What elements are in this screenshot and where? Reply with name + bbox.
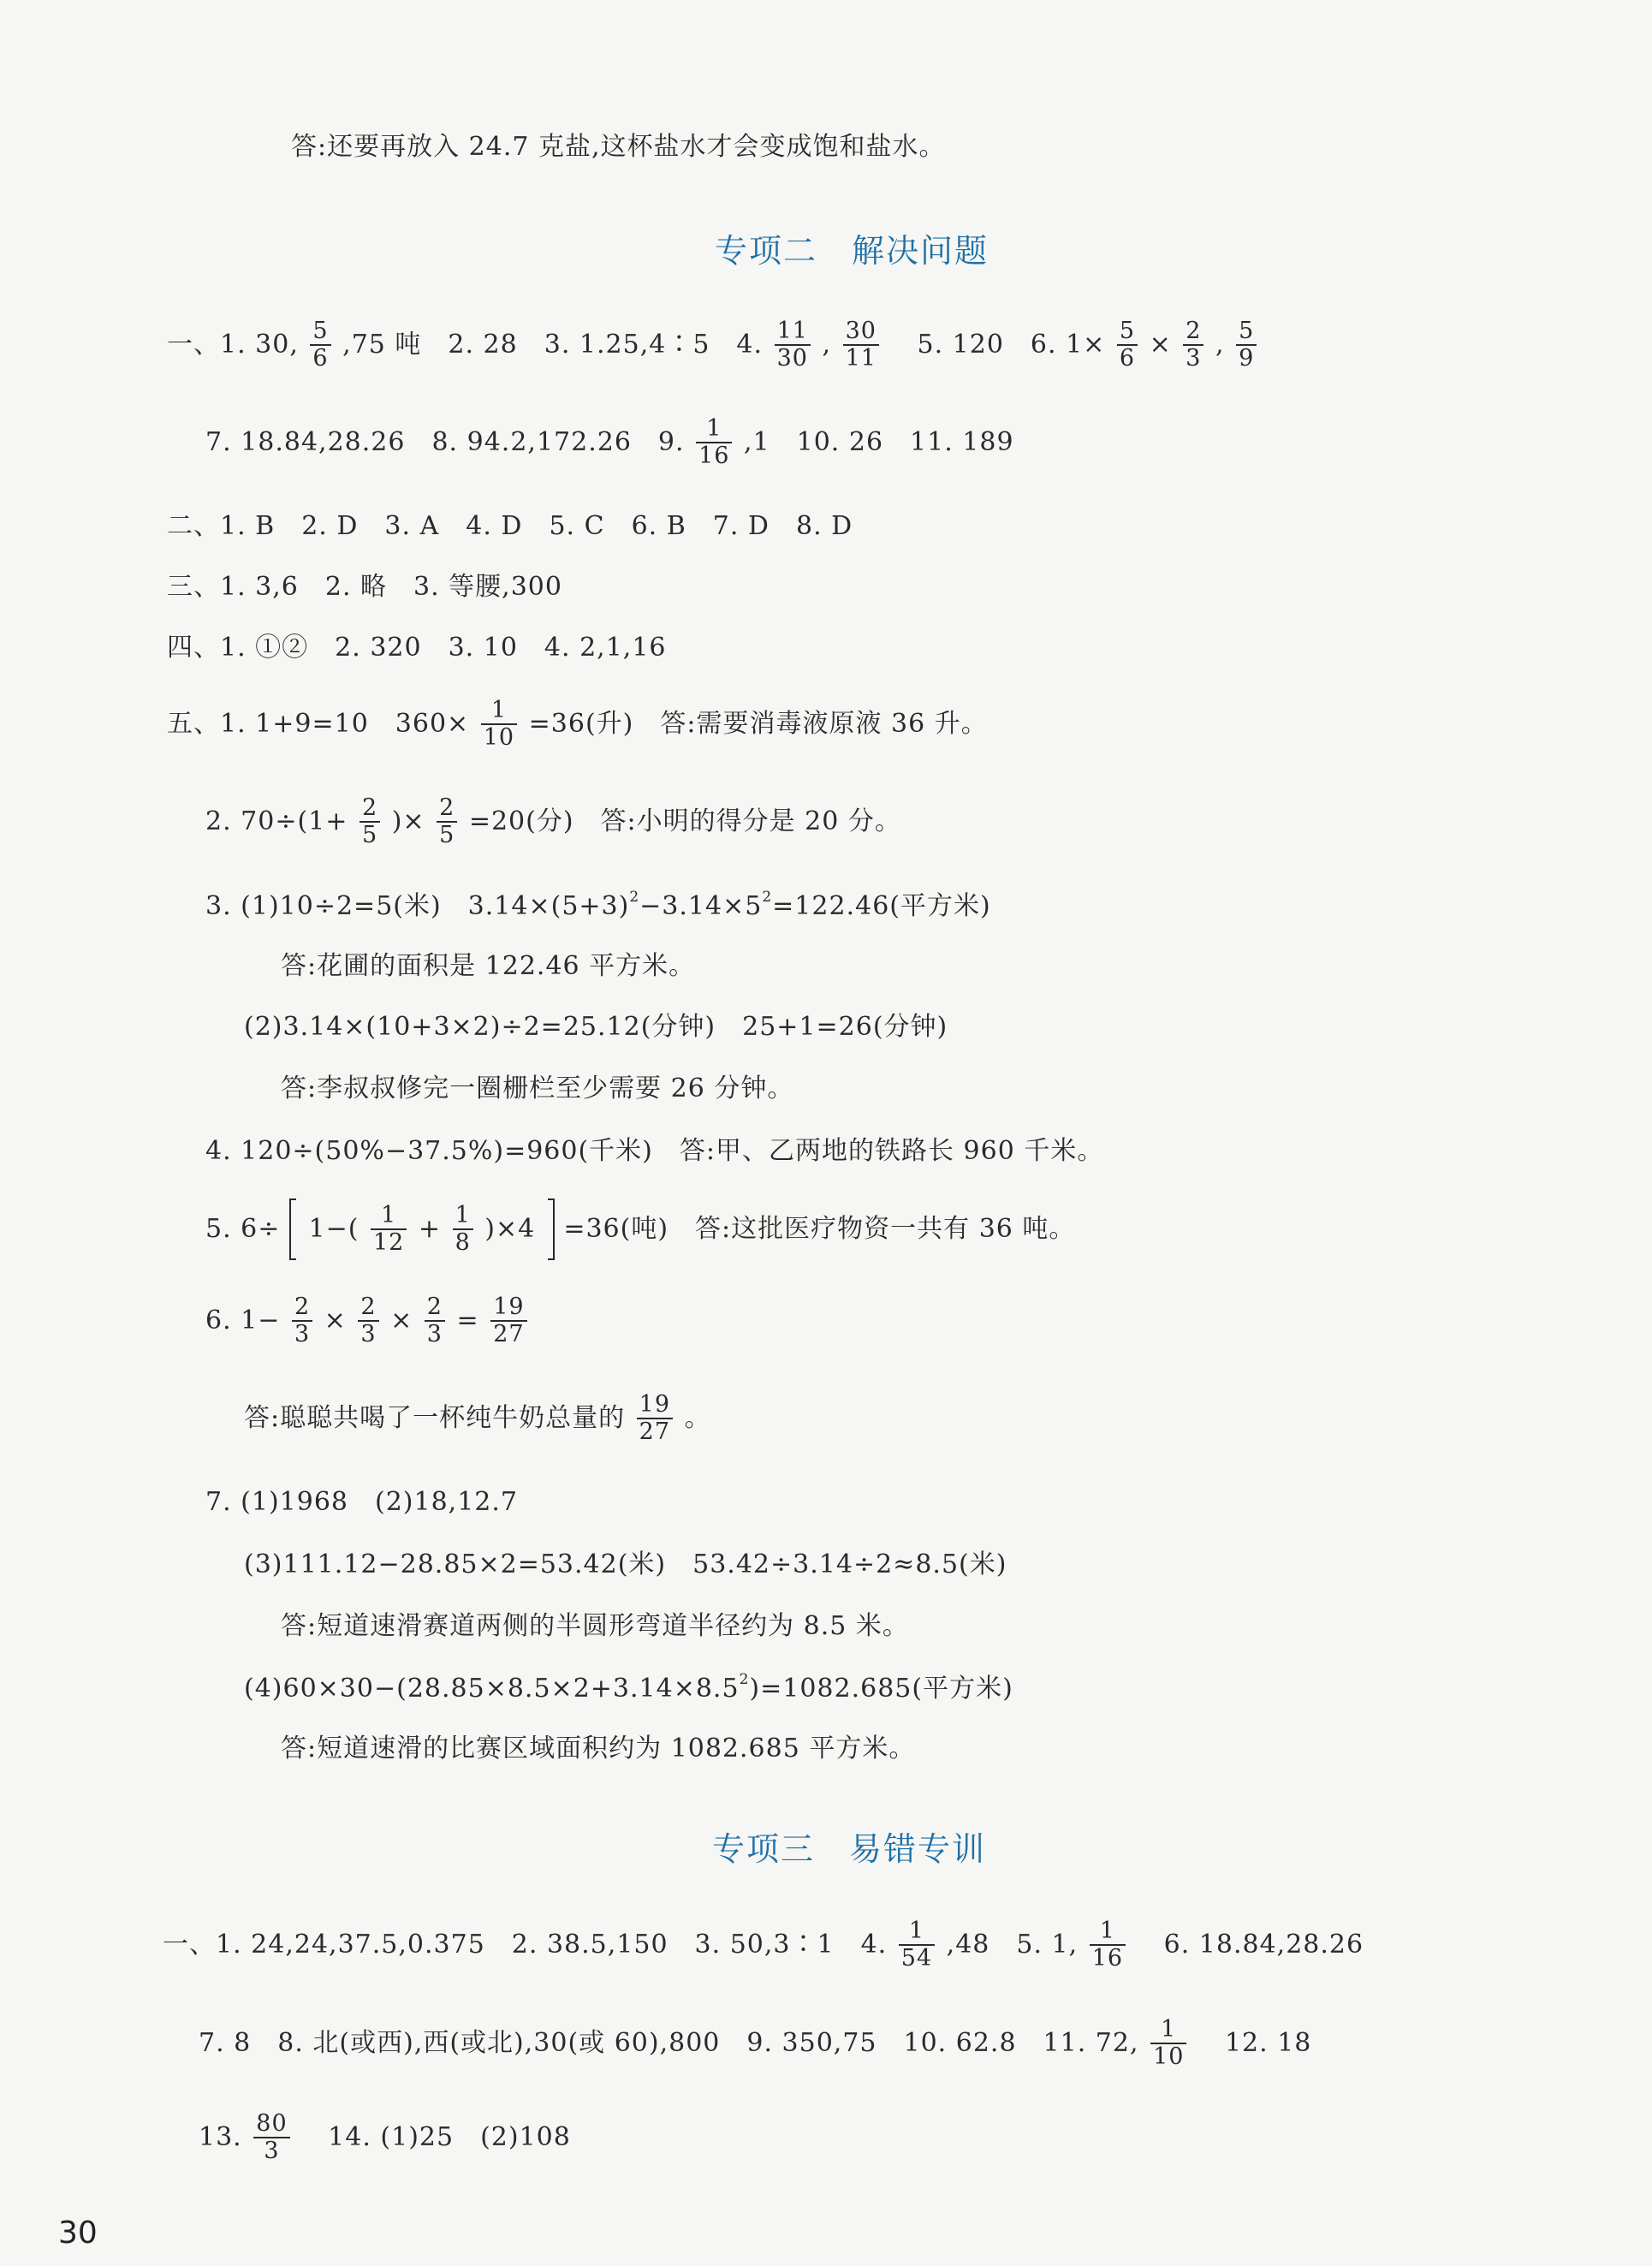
fraction: $\frac{2}{3}$ [1183, 318, 1203, 372]
s2-q1-row1: 一、1. 30, $\frac{5}{6}$ ,75 吨 2. 28 3. 1.25,4∶5 4. $\frac{11}{30}$ , $\frac{30}{11}$ 5. 120 6. 1× $\frac{5}{6}$ × $\frac{2}{3}$ , $\frac{5}{9}$ [167, 318, 1259, 372]
s2-q5-2: 2. 70÷(1+ $\frac{2}{5}$ )× $\frac{2}{5}$ =20(分) 答:小明的得分是 20 分。 [205, 794, 901, 848]
fraction: $\frac{19}{27}$ [490, 1294, 526, 1347]
s3-row3: 13. $\frac{80}{3}$ 14. (1)25 (2)108 [199, 2110, 571, 2164]
fraction: $\frac{5}{6}$ [1117, 318, 1138, 372]
fraction: $\frac{19}{27}$ [637, 1392, 673, 1445]
s3-row1: 一、1. 24,24,37.5,0.375 2. 38.5,150 3. 50,3∶1 4. $\frac{1}{54}$ ,48 5. 1, $\frac{1}{16}$ 6. 18.84,28.26 [163, 1918, 1364, 1972]
s2-q5-6-answer: 答:聪聪共喝了一杯纯牛奶总量的 $\frac{19}{27}$ 。 [244, 1391, 711, 1445]
s2-q5-4: 4. 120÷(50%−37.5%)=960(千米) 答:甲、乙两地的铁路长 960 千米。 [205, 1136, 1104, 1166]
fraction: $\frac{2}{3}$ [358, 1294, 378, 1347]
s2-q5-7b: (3)111.12−28.85×2=53.42(米) 53.42÷3.14÷2≈8.5(米) [244, 1549, 1007, 1579]
s2-q3: 三、1. 3,6 2. 略 3. 等腰,300 [167, 572, 562, 602]
fraction: $\frac{1}{10}$ [1150, 2017, 1186, 2070]
s2-q2: 二、1. B 2. D 3. A 4. D 5. C 6. B 7. D 8. D [167, 511, 853, 541]
fraction: $\frac{1}{8}$ [453, 1203, 473, 1256]
s2-q5-3b: (2)3.14×(10+3×2)÷2=25.12(分钟) 25+1=26(分钟) [244, 1012, 948, 1042]
fraction: $\frac{11}{30}$ [775, 318, 811, 372]
fraction: $\frac{1}{12}$ [371, 1203, 407, 1256]
fraction: $\frac{2}{5}$ [360, 795, 380, 848]
left-bracket [289, 1198, 296, 1260]
fraction: $\frac{1}{10}$ [481, 698, 517, 751]
s2-q5-7c-answer: 答:短道速滑的比赛区域面积约为 1082.685 平方米。 [281, 1734, 916, 1763]
s2-q5-7a: 7. (1)1968 (2)18,12.7 [205, 1487, 519, 1517]
fraction: $\frac{2}{5}$ [437, 795, 457, 848]
fraction: $\frac{1}{16}$ [1090, 1918, 1126, 1972]
s2-q1-row2: 7. 18.84,28.26 8. 94.2,172.26 9. $\frac{1}{16}$ ,1 10. 26 11. 189 [205, 415, 1014, 469]
right-bracket [548, 1198, 555, 1260]
fraction: $\frac{5}{9}$ [1236, 318, 1257, 372]
s3-row2: 7. 8 8. 北(或西),西(或北),30(或 60),800 9. 350,75 10. 62.8 11. 72, $\frac{1}{10}$ 12. 18 [199, 2016, 1312, 2070]
fraction: $\frac{30}{11}$ [843, 318, 879, 372]
section-title-3: 专项三 易错专训 [712, 1830, 987, 1868]
s2-q5-3a-answer: 答:花圃的面积是 122.46 平方米。 [281, 951, 696, 981]
s2-q5-3a: 3. (1)10÷2=5(米) $3.14\times(5+3)^2-3.14\times 5^2=122.46$(平方米) [205, 889, 991, 921]
fraction: $\frac{80}{3}$ [253, 2111, 289, 2164]
fraction: $\frac{2}{3}$ [425, 1294, 445, 1347]
fraction: $\frac{1}{16}$ [696, 416, 732, 469]
section-title-2: 专项二 解决问题 [715, 232, 989, 270]
fraction: $\frac{1}{54}$ [899, 1918, 935, 1972]
s2-q4: 四、1. ①② 2. 320 3. 10 4. 2,1,16 [167, 633, 667, 663]
s2-q5-1: 五、1. 1+9=10 360× $\frac{1}{10}$ =36(升) 答:需要消毒液原液 36 升。 [167, 697, 988, 751]
answer-salt-water: 答:还要再放入 24.7 克盐,这杯盐水才会变成饱和盐水。 [291, 132, 946, 162]
s2-q5-6: 6. 1− $\frac{2}{3}$ × $\frac{2}{3}$ × $\frac{2}{3}$ = $\frac{19}{27}$ [205, 1294, 530, 1347]
s2-q5-5: 5. 6÷ 1−( $\frac{1}{12}$ + $\frac{1}{8}$ )×4 =36(吨) 答:这批医疗物资一共有 36 吨。 [205, 1198, 1075, 1260]
s2-q5-7c: $(4)60\times 30-(28.85\times 8.5\times 2+3.14\times 8.5^2)=1082.685$(平方米) [244, 1671, 1013, 1704]
page-number: 30 [58, 2215, 98, 2251]
s2-q5-7b-answer: 答:短道速滑赛道两侧的半圆形弯道半径约为 8.5 米。 [281, 1611, 909, 1641]
fraction: $\frac{2}{3}$ [292, 1294, 312, 1347]
fraction: $\frac{5}{6}$ [310, 318, 330, 372]
s2-q5-3b-answer: 答:李叔叔修完一圈栅栏至少需要 26 分钟。 [281, 1074, 794, 1103]
